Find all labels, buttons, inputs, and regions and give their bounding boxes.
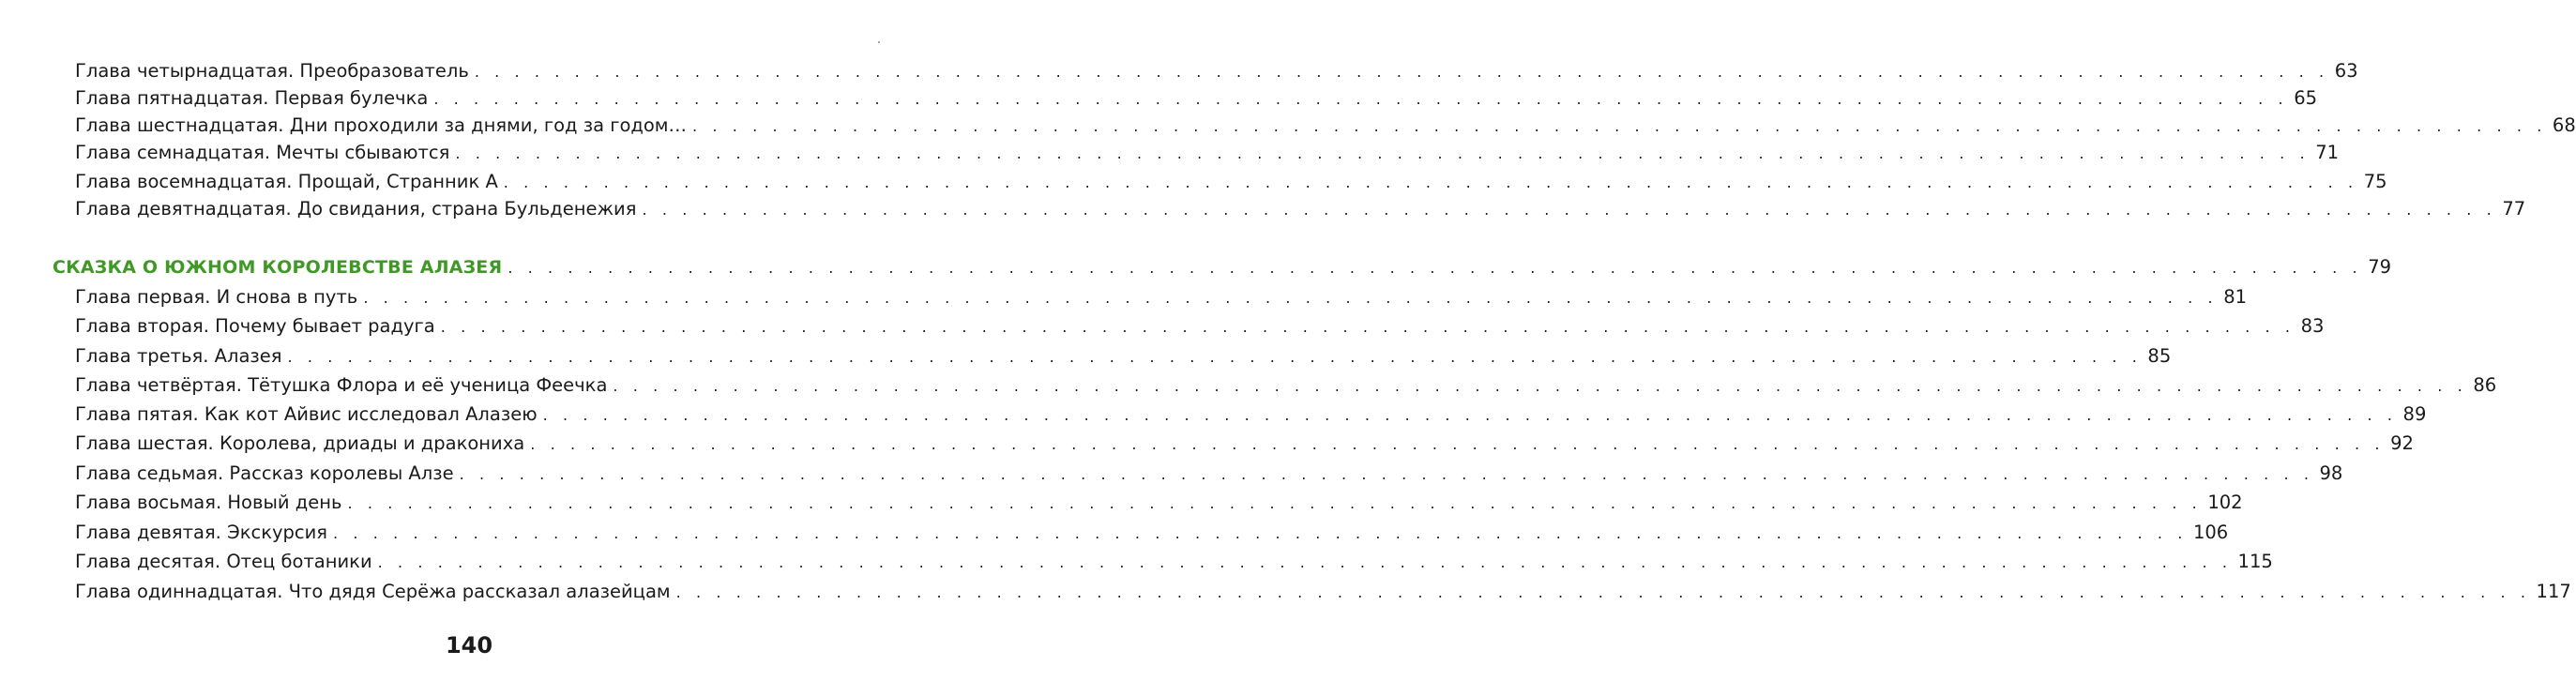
entry-page: 81 — [2223, 286, 2248, 308]
dot-leader: . . . . . . . . . . . . . . . . . . . . . . . . . . . . . . . . . . . . . . . . . . . . . . . . . . . . . . . . . . . . . . . . . . . . . . . . . . . . . . . . . . . . . . . . . . . . . — [455, 144, 2311, 162]
entry-page: 86 — [2473, 374, 2497, 396]
entry-title: Глава десятая. Отец ботаники — [75, 551, 372, 572]
toc-entry — [75, 85, 2318, 112]
toc-entry — [75, 490, 2243, 516]
toc-entry — [75, 113, 2576, 139]
toc-entry — [75, 169, 2387, 195]
entry-title: Глава девятая. Экскурсия — [75, 522, 328, 543]
dot-leader: . . . . . . . . . . . . . . . . . . . . . . . . . . . . . . . . . . . . . . . . . . . . . . . . . . . . . . . . . . . . . . . . . . . . . . . . . . . . . . . . . . . . . . . . . . . . . — [474, 63, 2329, 81]
entry-page: 115 — [2237, 551, 2273, 572]
toc-entry — [75, 520, 2229, 546]
entry-title: Глава восьмая. Новый день — [75, 492, 342, 513]
entry-page: 117 — [2536, 581, 2571, 602]
entry-page: 68 — [2552, 114, 2576, 136]
toc-entry — [75, 284, 2248, 310]
entry-page: 106 — [2192, 522, 2229, 543]
dot-leader: . . . . . . . . . . . . . . . . . . . . . . . . . . . . . . . . . . . . . . . . . . . . . . . . . . . . . . . . . . . . . . . . . . . . . . . . . . . . . . . . . . . . . . . . . . . . . — [333, 524, 2188, 542]
entry-title: Глава девятнадцатая. До свидания, страна Бульденежия — [75, 198, 637, 219]
toc-entry — [75, 549, 2273, 575]
toc-entry — [75, 196, 2526, 222]
entry-page: 102 — [2207, 492, 2243, 513]
dot-leader: . . . . . . . . . . . . . . . . . . . . . . . . . . . . . . . . . . . . . . . . . . . . . . . . . . . . . . . . . . . . . . . . . . . . . . . . . . . . . . . . . . . . . . . . . . . . . — [530, 435, 2386, 453]
toc-entry — [75, 343, 2172, 370]
entry-title: Глава пятнадцатая. Первая булечка — [75, 87, 429, 109]
toc-entry — [75, 579, 2571, 605]
dot-leader: . . . . . . . . . . . . . . . . . . . . . . . . . . . . . . . . . . . . . . . . . . . . . . . . . . . . . . . . . . . . . . . . . . . . . . . . . . . . . . . . . . . . . . . . . . . . . — [347, 494, 2203, 512]
section-title: СКАЗКА О ЮЖНОМ КОРОЛЕВСТВЕ АЛАЗЕЯ — [53, 257, 503, 278]
page-number: 140 — [445, 632, 493, 658]
section-page: 79 — [2368, 256, 2392, 278]
dot-leader: . . . . . . . . . . . . . . . . . . . . . . . . . . . . . . . . . . . . . . . . . . . . . . . . . . . . . . . . . . . . . . . . . . . . . . . . . . . . . . . . . . . . . . . . . . . . . — [508, 259, 2363, 277]
entry-page: 83 — [2300, 315, 2325, 337]
toc-entry — [75, 372, 2497, 399]
dot-leader: . . . . . . . . . . . . . . . . . . . . . . . . . . . . . . . . . . . . . . . . . . . . . . . . . . . . . . . . . . . . . . . . . . . . . . . . . . . . . . . . . . . . . . . . . . . . . — [613, 377, 2468, 395]
toc-entry — [75, 313, 2325, 340]
entry-page: 89 — [2402, 403, 2427, 425]
entry-title: Глава вторая. Почему бывает радуга — [75, 315, 435, 337]
entry-page: 85 — [2147, 345, 2172, 367]
dot-leader: . . . . . . . . . . . . . . . . . . . . . . . . . . . . . . . . . . . . . . . . . . . . . . . . . . . . . . . . . . . . . . . . . . . . . . . . . . . . . . . . . . . . . . . . . . . . . — [440, 318, 2296, 336]
toc-entry — [75, 140, 2340, 166]
entry-title: Глава первая. И снова в путь — [75, 286, 358, 308]
entry-page: 92 — [2390, 432, 2414, 454]
dot-leader: . . . . . . . . . . . . . . . . . . . . . . . . . . . . . . . . . . . . . . . . . . . . . . . . . . . . . . . . . . . . . . . . . . . . . . . . . . . . . . . . . . . . . . . . . . . . . — [459, 465, 2314, 483]
dot-leader: . . . . . . . . . . . . . . . . . . . . . . . . . . . . . . . . . . . . . . . . . . . . . . . . . . . . . . . . . . . . . . . . . . . . . . . . . . . . . . . . . . . . . . . . . . . . . — [542, 406, 2398, 424]
dot-leader: . . . . . . . . . . . . . . . . . . . . . . . . . . . . . . . . . . . . . . . . . . . . . . . . . . . . . . . . . . . . . . . . . . . . . . . . . . . . . . . . . . . . . . . . . . . . . — [363, 289, 2219, 307]
entry-title: Глава четвёртая. Тётушка Флора и её ученица Феечка — [75, 374, 608, 396]
toc-entry — [75, 461, 2343, 487]
print-speck — [878, 41, 880, 43]
entry-title: Глава четырнадцатая. Преобразователь — [75, 60, 469, 82]
dot-leader: . . . . . . . . . . . . . . . . . . . . . . . . . . . . . . . . . . . . . . . . . . . . . . . . . . . . . . . . . . . . . . . . . . . . . . . . . . . . . . . . . . . . . . . . . . . . . — [642, 201, 2497, 219]
entry-title: Глава третья. Алазея — [75, 345, 282, 367]
toc-entry — [75, 431, 2414, 457]
entry-title: Глава семнадцатая. Мечты сбываются — [75, 142, 450, 163]
dot-leader: . . . . . . . . . . . . . . . . . . . . . . . . . . . . . . . . . . . . . . . . . . . . . . . . . . . . . . . . . . . . . . . . . . . . . . . . . . . . . . . . . . . . . . . . . . . . . — [377, 553, 2233, 571]
entry-title: Глава пятая. Как кот Айвис исследовал Алазею — [75, 403, 538, 425]
toc-entry — [75, 58, 2358, 84]
entry-title: Глава шестая. Королева, дриады и дракониха — [75, 432, 525, 454]
dot-leader: . . . . . . . . . . . . . . . . . . . . . . . . . . . . . . . . . . . . . . . . . . . . . . . . . . . . . . . . . . . . . . . . . . . . . . . . . . . . . . . . . . . . . . . . . . . . . — [503, 174, 2358, 191]
entry-title: Глава одиннадцатая. Что дядя Серёжа рассказал алазейцам — [75, 581, 671, 602]
toc-section-heading — [53, 254, 2392, 280]
entry-page: 77 — [2502, 198, 2526, 219]
dot-leader: . . . . . . . . . . . . . . . . . . . . . . . . . . . . . . . . . . . . . . . . . . . . . . . . . . . . . . . . . . . . . . . . . . . . . . . . . . . . . . . . . . . . . . . . . . . . . — [287, 348, 2143, 366]
entry-page: 63 — [2334, 60, 2358, 82]
toc-entry — [75, 401, 2427, 428]
entry-title: Глава восемнадцатая. Прощай, Странник А — [75, 171, 498, 192]
entry-page: 71 — [2315, 142, 2340, 163]
entry-page: 65 — [2294, 87, 2318, 109]
dot-leader: . . . . . . . . . . . . . . . . . . . . . . . . . . . . . . . . . . . . . . . . . . . . . . . . . . . . . . . . . . . . . . . . . . . . . . . . . . . . . . . . . . . . . . . . . . . . . — [692, 117, 2547, 135]
entry-title: Глава шестнадцатая. Дни проходили за днями, год за годом… — [75, 114, 688, 136]
entry-title: Глава седьмая. Рассказ королевы Алзе — [75, 462, 454, 484]
entry-page: 98 — [2319, 462, 2343, 484]
dot-leader: . . . . . . . . . . . . . . . . . . . . . . . . . . . . . . . . . . . . . . . . . . . . . . . . . . . . . . . . . . . . . . . . . . . . . . . . . . . . . . . . . . . . . . . . . . . . . — [675, 583, 2531, 601]
entry-page: 75 — [2363, 171, 2387, 192]
dot-leader: . . . . . . . . . . . . . . . . . . . . . . . . . . . . . . . . . . . . . . . . . . . . . . . . . . . . . . . . . . . . . . . . . . . . . . . . . . . . . . . . . . . . . . . . . . . . . — [433, 90, 2289, 108]
